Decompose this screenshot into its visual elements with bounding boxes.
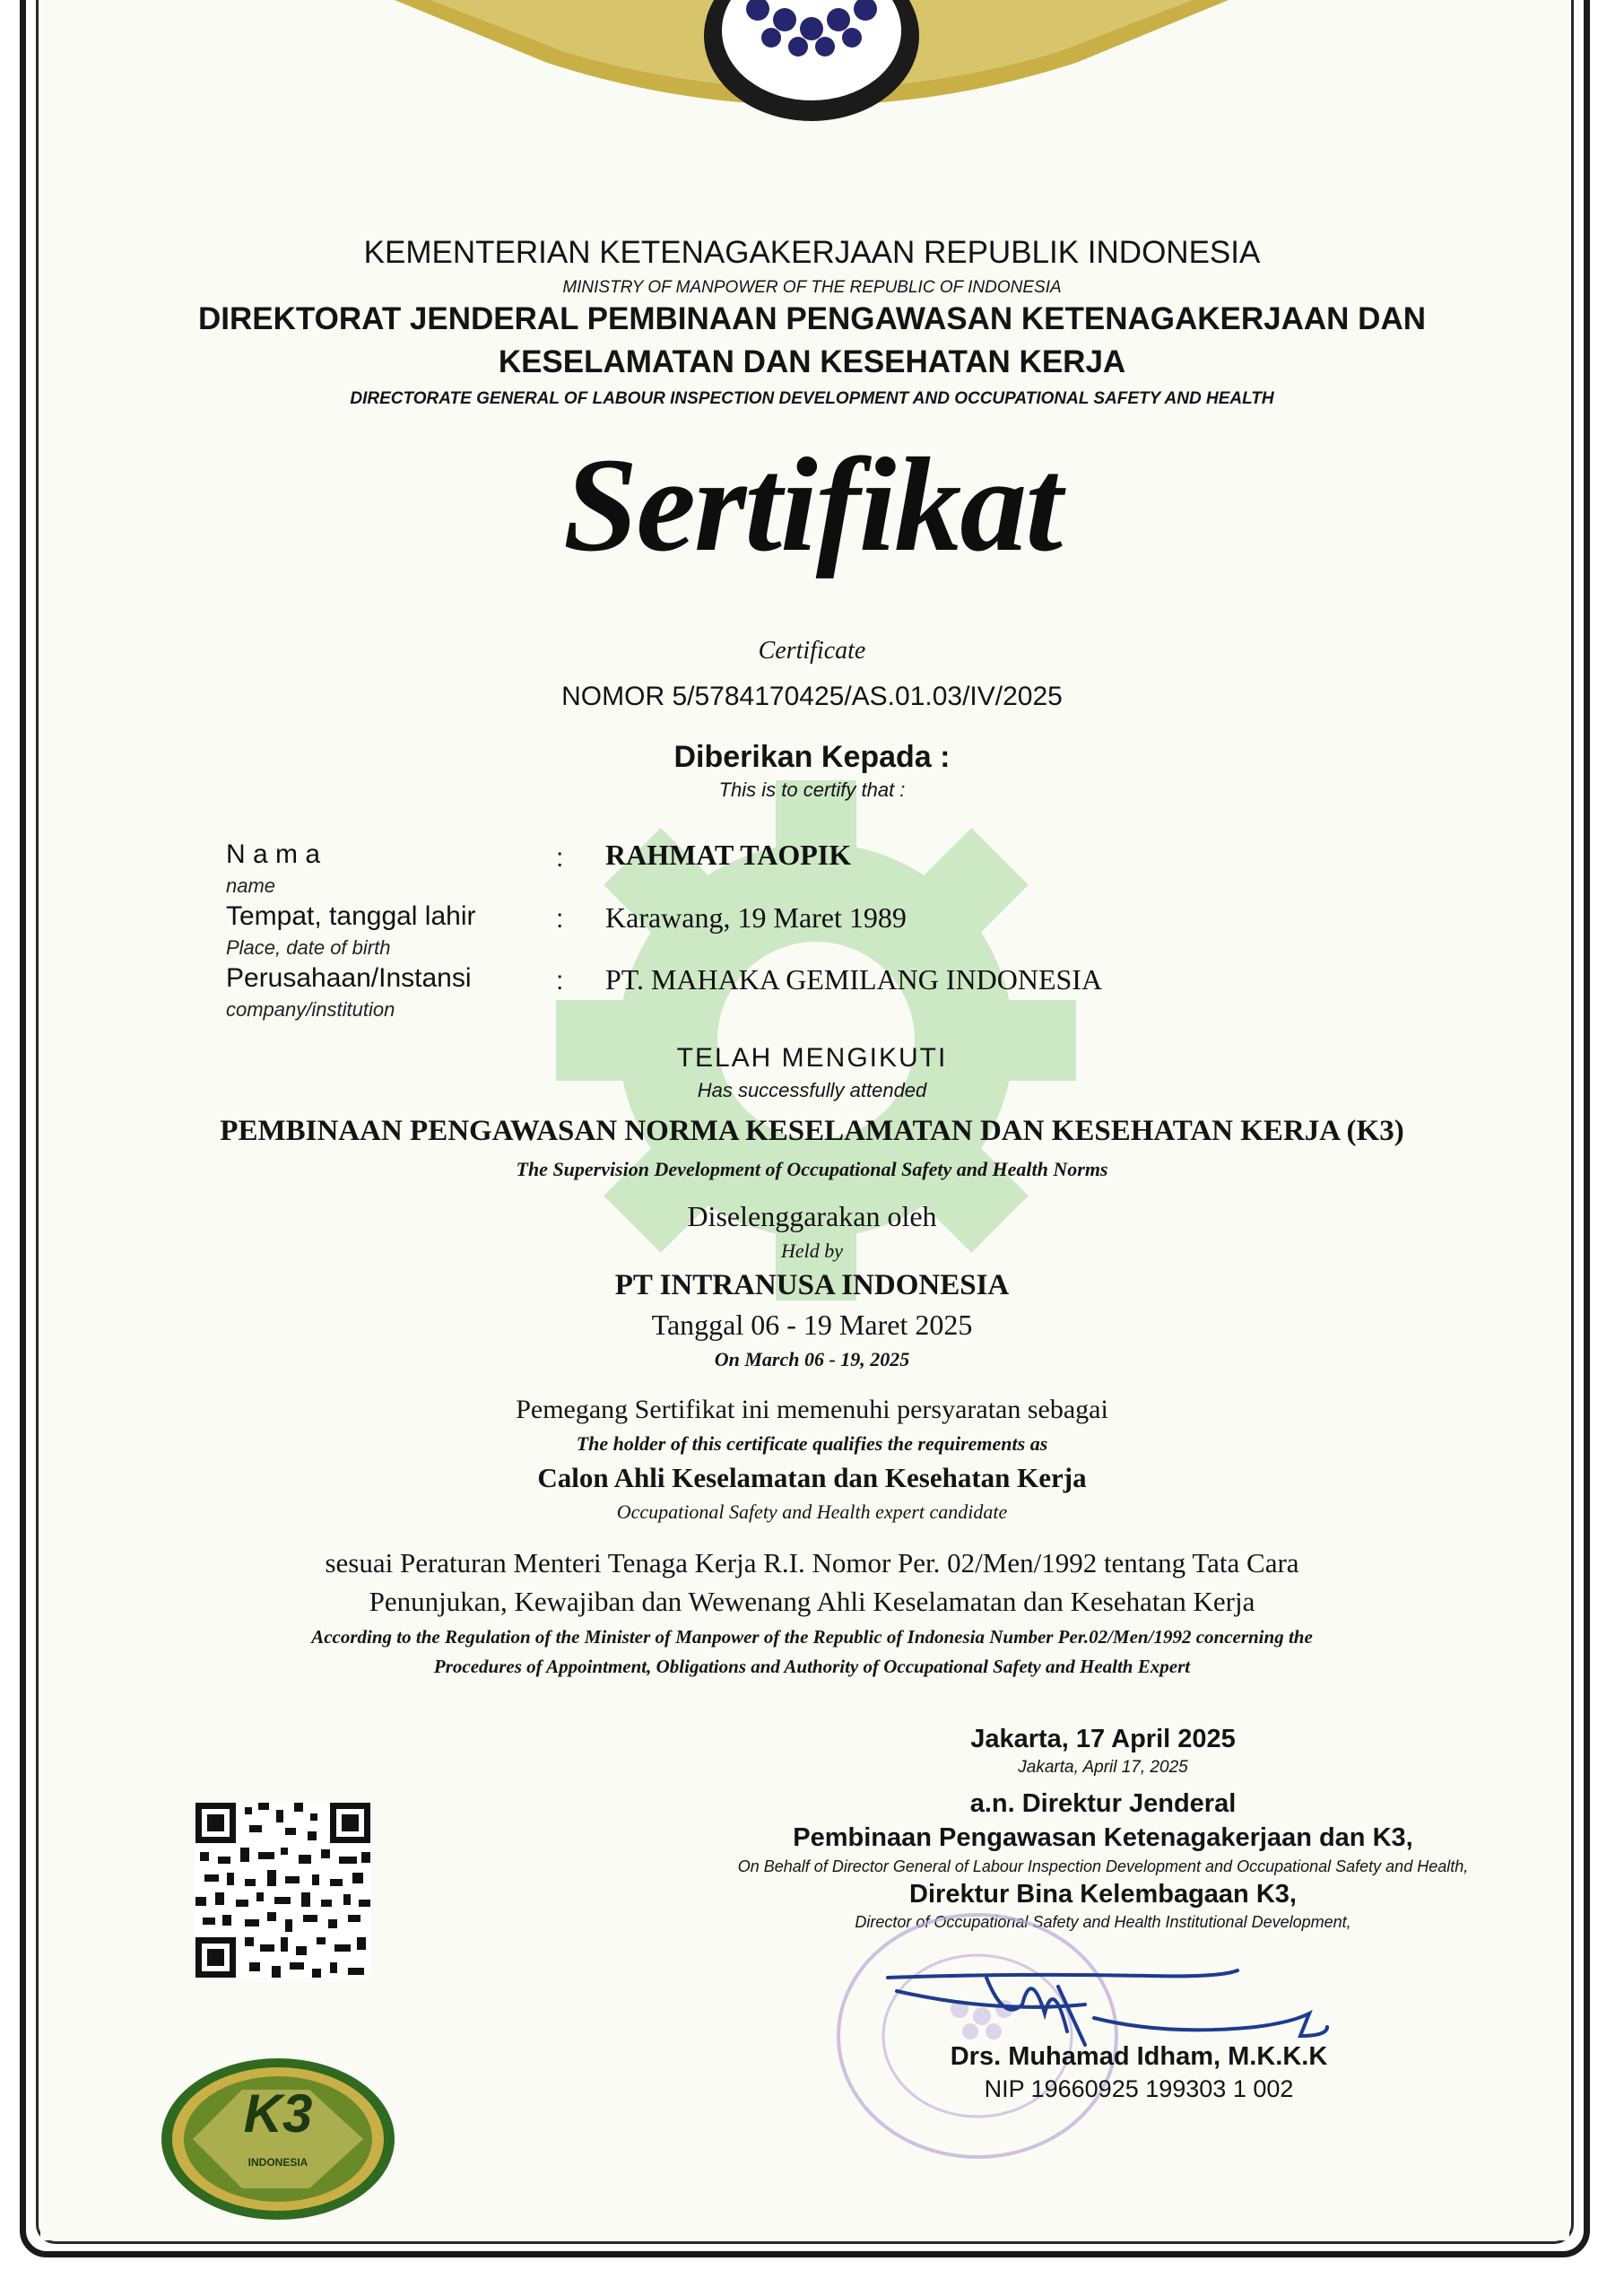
hologram-label: K3: [243, 2083, 313, 2144]
regulation-en-line2: Procedures of Appointment, Obligations and Authority of Occupational Safety and Health Expert: [433, 1656, 1191, 1677]
certificate-number: NOMOR 5/5784170425/AS.01.03/IV/2025: [561, 682, 1063, 711]
field-name-sublabel: name: [226, 874, 276, 897]
held-by-label: Diselenggarakan oleh: [687, 1200, 937, 1232]
field-birth-colon: :: [556, 904, 564, 934]
organizer-name: PT INTRANUSA INDONESIA: [614, 1269, 1010, 1301]
field-company-colon: :: [556, 966, 564, 996]
field-company-value: PT. MAHAKA GEMILANG INDONESIA: [605, 963, 1103, 996]
training-dates-en: On March 06 - 19, 2025: [714, 1348, 910, 1370]
field-name-label: N a m a: [226, 839, 321, 869]
given-to-heading: Diberikan Kepada :: [673, 740, 951, 774]
field-company-label: Perusahaan/Instansi: [226, 963, 472, 993]
sign-directorate-en: On Behalf of Director General of Labour Inspection Development and Occupational Safety and Health,: [737, 1857, 1469, 1875]
attended-heading: TELAH MENGIKUTI: [676, 1043, 948, 1073]
field-name-value: RAHMAT TAOPIK: [605, 839, 852, 871]
sign-director-title: Direktur Bina Kelembagaan K3,: [909, 1880, 1297, 1909]
sign-directorate: Pembinaan Pengawasan Ketenagakerjaan dan K3,: [793, 1823, 1413, 1852]
qualification-line: Pemegang Sertifikat ini memenuhi persyaratan sebagai: [516, 1395, 1108, 1424]
field-company-sublabel: company/institution: [226, 998, 395, 1021]
qualification-role: Calon Ahli Keselamatan dan Kesehatan Kerja: [537, 1462, 1087, 1493]
qualification-line-en: The holder of this certificate qualifies the requirements as: [576, 1432, 1048, 1455]
sign-director-title-en: Director of Occupational Safety and Health Institutional Development,: [855, 1913, 1351, 1931]
program-name: PEMBINAAN PENGAWASAN NORMA KESELAMATAN DAN KESEHATAN KERJA (K3): [220, 1115, 1404, 1147]
sign-on-behalf: a.n. Direktur Jenderal: [969, 1789, 1237, 1818]
regulation-line1: sesuai Peraturan Menteri Tenaga Kerja R.I. Nomor Per. 02/Men/1992 tentang Tata Cara: [325, 1547, 1299, 1578]
field-birth-label: Tempat, tanggal lahir: [226, 901, 476, 931]
ministry-name-en: MINISTRY OF MANPOWER OF THE REPUBLIC OF INDONESIA: [562, 278, 1062, 297]
field-birth-value: Karawang, 19 Maret 1989: [605, 901, 907, 934]
qr-code-icon: [195, 1803, 370, 1978]
qualification-role-en: Occupational Safety and Health expert candidate: [616, 1500, 1008, 1523]
program-name-en: The Supervision Development of Occupational Safety and Health Norms: [516, 1158, 1108, 1180]
regulation-en-line1: According to the Regulation of the Minister of Manpower of the Republic of Indonesia Number Per.02/Men/1992 concerning the: [311, 1626, 1313, 1648]
ministry-name: KEMENTERIAN KETENAGAKERJAAN REPUBLIK INDONESIA: [363, 235, 1261, 270]
field-birth-sublabel: Place, date of birth: [226, 936, 391, 959]
directorate-en: DIRECTORATE GENERAL OF LABOUR INSPECTION DEVELOPMENT AND OCCUPATIONAL SAFETY AND HEALTH: [350, 389, 1274, 408]
certificate-subtitle: Certificate: [758, 637, 866, 665]
training-dates: Tanggal 06 - 19 Maret 2025: [651, 1309, 973, 1341]
sign-place-date-en: Jakarta, April 17, 2025: [1018, 1758, 1188, 1777]
attended-heading-en: Has successfully attended: [697, 1079, 927, 1101]
directorate-line2: KESELAMATAN DAN KESEHATAN KERJA: [498, 344, 1126, 379]
given-to-heading-en: This is to certify that :: [718, 778, 906, 801]
certificate-title: Sertifikat: [562, 430, 1062, 579]
field-name-colon: :: [556, 843, 564, 873]
regulation-line2: Penunjukan, Kewajiban dan Wewenang Ahli Keselamatan dan Kesehatan Kerja: [369, 1586, 1255, 1617]
held-by-label-en: Held by: [780, 1239, 844, 1262]
signatory-nip: NIP 19660925 199303 1 002: [984, 2075, 1294, 2102]
signatory-name: Drs. Muhamad Idham, M.K.K.K: [950, 2042, 1328, 2071]
directorate-line1: DIREKTORAT JENDERAL PEMBINAAN PENGAWASAN KETENAGAKERJAAN DAN: [198, 301, 1426, 336]
hologram-caption: INDONESIA: [248, 2156, 308, 2169]
ministry-emblem-icon: [395, 0, 1229, 135]
sign-place-date: Jakarta, 17 April 2025: [970, 1725, 1236, 1753]
